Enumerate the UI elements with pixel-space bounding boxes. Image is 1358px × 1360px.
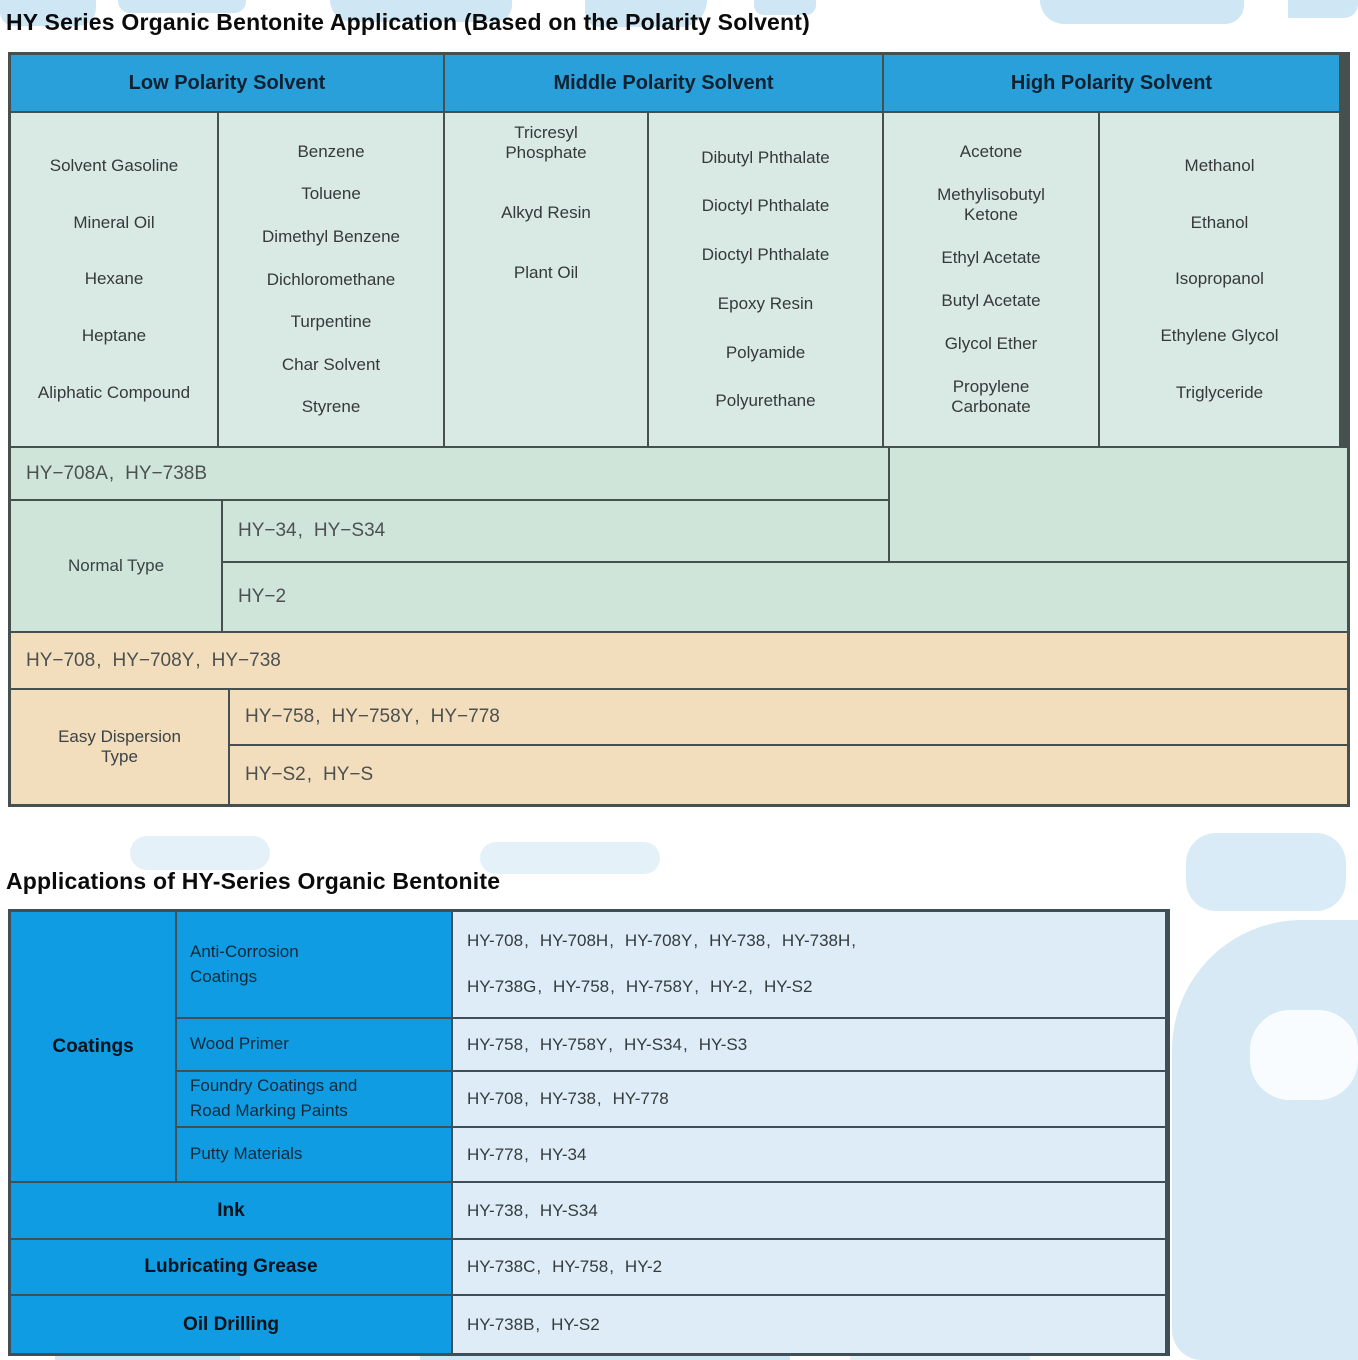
- separator: ,: [524, 1200, 529, 1220]
- solvent-name: Epoxy Resin: [717, 293, 814, 313]
- solvent-name: Ethanol: [1190, 212, 1249, 232]
- separator: ,: [537, 977, 543, 996]
- separator: ,: [96, 649, 102, 671]
- solvent-name: Ethylene Glycol: [1160, 326, 1279, 346]
- separator: ,: [766, 931, 771, 950]
- normal-type-label: Normal Type: [11, 501, 221, 631]
- codes-putty-materials: [453, 1128, 1165, 1181]
- solvent-name: Alkyd Resin: [501, 203, 591, 222]
- solvent-name: Dioctyl Phthalate: [701, 196, 830, 216]
- solvent-application-table: [8, 52, 1350, 807]
- map-shape: [1288, 0, 1358, 18]
- solvent-name: Glycol Ether: [944, 334, 1038, 353]
- separator: ,: [535, 1314, 541, 1334]
- easy-codes-row2: [230, 690, 1347, 744]
- subcategory-label: Anti-Corrosion Coatings: [190, 941, 299, 986]
- codes-foundry-coatings: [453, 1072, 1165, 1126]
- solvent-name: Polyurethane: [715, 391, 816, 411]
- category-lubricating-grease: Lubricating Grease: [11, 1240, 451, 1294]
- normal-codes-row2: [223, 501, 888, 561]
- separator: ,: [609, 1257, 614, 1276]
- product-code: HY-S34: [539, 1200, 598, 1220]
- normal-type-section: [11, 448, 1347, 631]
- separator: ,: [608, 1034, 613, 1054]
- solvent-name: Tricresyl Phosphate: [505, 123, 587, 162]
- solvent-name: Char Solvent: [281, 354, 381, 374]
- solvent-name: Styrene: [301, 397, 361, 417]
- product-code: HY-738B: [467, 1314, 535, 1334]
- solvent-grid: [11, 55, 1347, 446]
- product-code: HY-738: [709, 931, 766, 950]
- easy-dispersion-type-label: Easy Dispersion Type: [11, 690, 228, 804]
- separator: ,: [297, 520, 303, 541]
- product-code: HY-758Y: [539, 1034, 608, 1054]
- product-code: HY−708: [26, 649, 96, 671]
- product-code: HY−S34: [313, 520, 386, 541]
- subcategory-anti-corrosion-coatings: [177, 912, 451, 1017]
- table2-title: Applications of HY-Series Organic Bentonite: [6, 868, 501, 894]
- solvent-name: Propylene Carbonate: [951, 377, 1031, 416]
- solvent-name: Benzene: [297, 141, 365, 161]
- subcategory-wood-primer: [177, 1019, 451, 1070]
- product-code: HY-708H: [539, 931, 609, 950]
- easy-codes-row3: [230, 746, 1347, 804]
- product-code: HY-758: [552, 1257, 609, 1276]
- subcategory-label: Wood Primer: [190, 1034, 289, 1054]
- header-high-polarity: High Polarity Solvent: [884, 55, 1339, 111]
- separator: ,: [414, 706, 420, 727]
- category-ink: Ink: [11, 1183, 451, 1238]
- product-code: HY-708Y: [624, 931, 693, 950]
- separator: ,: [694, 977, 700, 996]
- solvent-name: Solvent Gasoline: [49, 155, 179, 175]
- solvent-name: Turpentine: [290, 312, 372, 332]
- solvent-list-middle-1: [445, 113, 647, 446]
- product-code: HY-S3: [698, 1034, 748, 1054]
- product-code: HY−34: [238, 520, 297, 541]
- solvent-name: Hexane: [84, 269, 144, 289]
- product-code: HY−708A: [26, 462, 108, 484]
- solvent-name: Ethyl Acetate: [941, 248, 1041, 267]
- product-code: HY−S: [323, 764, 374, 785]
- product-code: HY-2: [624, 1257, 663, 1276]
- map-shape: [1250, 1010, 1358, 1100]
- separator: ,: [682, 1034, 688, 1054]
- solvent-name: Polyamide: [725, 342, 806, 362]
- map-shape: [1040, 0, 1244, 24]
- product-code: HY−738B: [125, 462, 208, 484]
- separator: ,: [609, 931, 614, 950]
- solvent-name: Heptane: [81, 326, 147, 346]
- empty-cell: [890, 448, 1347, 561]
- map-shape: [1186, 833, 1346, 911]
- solvent-list-middle-2: [649, 113, 882, 446]
- codes-wood-primer: [453, 1019, 1165, 1070]
- normal-codes-row3: [223, 563, 1347, 631]
- codes-lubricating-grease: [453, 1240, 1165, 1294]
- solvent-name: Toluene: [301, 184, 361, 204]
- separator: ,: [315, 706, 321, 727]
- solvent-name: Triglyceride: [1175, 383, 1264, 403]
- product-code: HY-738: [539, 1089, 596, 1108]
- category-oil-drilling: Oil Drilling: [11, 1296, 451, 1353]
- product-code: HY-708: [467, 931, 524, 950]
- product-code: HY-34: [539, 1144, 587, 1164]
- product-code: HY-738H: [781, 931, 851, 950]
- product-code: HY−758Y: [331, 706, 414, 727]
- solvent-list-low-2: [219, 113, 443, 446]
- header-middle-polarity: Middle Polarity Solvent: [445, 55, 882, 111]
- category-coatings: Coatings: [11, 912, 175, 1181]
- solvent-name: Mineral Oil: [73, 212, 155, 232]
- codes-anti-corrosion-coatings: [453, 912, 1165, 1017]
- separator: ,: [524, 1034, 529, 1054]
- product-code: HY−778: [430, 706, 500, 727]
- map-shape: [130, 836, 270, 870]
- normal-codes-row1: [11, 448, 888, 499]
- solvent-name: Plant Oil: [513, 263, 579, 282]
- header-low-polarity: Low Polarity Solvent: [11, 55, 443, 111]
- subcategory-label: Foundry Coatings and Road Marking Paints: [190, 1076, 358, 1120]
- subcategory-foundry-coatings: [177, 1072, 451, 1126]
- codes-oil-drilling: [453, 1296, 1165, 1353]
- map-shape: [1172, 920, 1358, 1360]
- solvent-name: Acetone: [959, 142, 1023, 161]
- product-code: HY-738C: [467, 1257, 536, 1276]
- product-code: HY-758: [553, 977, 610, 996]
- solvent-list-high-2: [1100, 113, 1339, 446]
- separator: ,: [524, 1144, 529, 1164]
- separator: ,: [536, 1257, 542, 1276]
- product-code: HY-758: [467, 1034, 524, 1054]
- separator: ,: [748, 977, 753, 996]
- subcategory-label: Putty Materials: [190, 1144, 303, 1164]
- codes-ink: [453, 1183, 1165, 1238]
- product-code: HY-S2: [763, 977, 813, 996]
- solvent-name: Dioctyl Phthalate: [701, 245, 830, 265]
- product-code: HY-2: [710, 977, 748, 996]
- solvent-name: Methylisobutyl Ketone: [937, 185, 1045, 224]
- easy-codes-row1: [11, 633, 1347, 688]
- product-code: HY-708: [467, 1089, 524, 1108]
- applications-table: [8, 909, 1170, 1356]
- solvent-name: Butyl Acetate: [941, 291, 1041, 310]
- product-code: HY−S2: [245, 764, 306, 785]
- solvent-name: Dimethyl Benzene: [262, 226, 400, 246]
- product-code: HY−758: [245, 706, 315, 727]
- product-code: HY-778: [467, 1144, 524, 1164]
- product-code: HY-S34: [623, 1034, 682, 1054]
- solvent-name: Methanol: [1184, 155, 1255, 175]
- separator: ,: [524, 1089, 529, 1108]
- solvent-name: Isopropanol: [1175, 269, 1264, 289]
- solvent-name: Aliphatic Compound: [37, 383, 191, 403]
- product-code: HY-S2: [551, 1314, 600, 1334]
- separator: ,: [610, 977, 615, 996]
- easy-dispersion-section: [11, 633, 1347, 804]
- separator: ,: [851, 931, 856, 950]
- table1-title: HY Series Organic Bentonite Application (Based on the Polarity Solvent): [6, 9, 811, 35]
- solvent-name: Dichloromethane: [266, 269, 396, 289]
- solvent-list-high-1: [884, 113, 1098, 446]
- solvent-name: Dibutyl Phthalate: [701, 147, 830, 167]
- separator: ,: [693, 931, 699, 950]
- separator: ,: [596, 1089, 602, 1108]
- solvent-list-low-1: [11, 113, 217, 446]
- separator: ,: [108, 462, 115, 484]
- subcategory-putty-materials: [177, 1128, 451, 1181]
- product-code: HY−2: [238, 586, 287, 607]
- separator: ,: [524, 931, 529, 950]
- product-code: HY-738G: [467, 977, 537, 996]
- product-code: HY-778: [612, 1089, 669, 1108]
- product-code: HY-738: [467, 1200, 524, 1220]
- product-code: HY-758Y: [625, 977, 694, 996]
- separator: ,: [306, 764, 313, 785]
- product-code: HY−708Y: [112, 649, 195, 671]
- product-code: HY−738: [211, 649, 281, 671]
- separator: ,: [195, 649, 201, 671]
- map-shape: [480, 842, 660, 874]
